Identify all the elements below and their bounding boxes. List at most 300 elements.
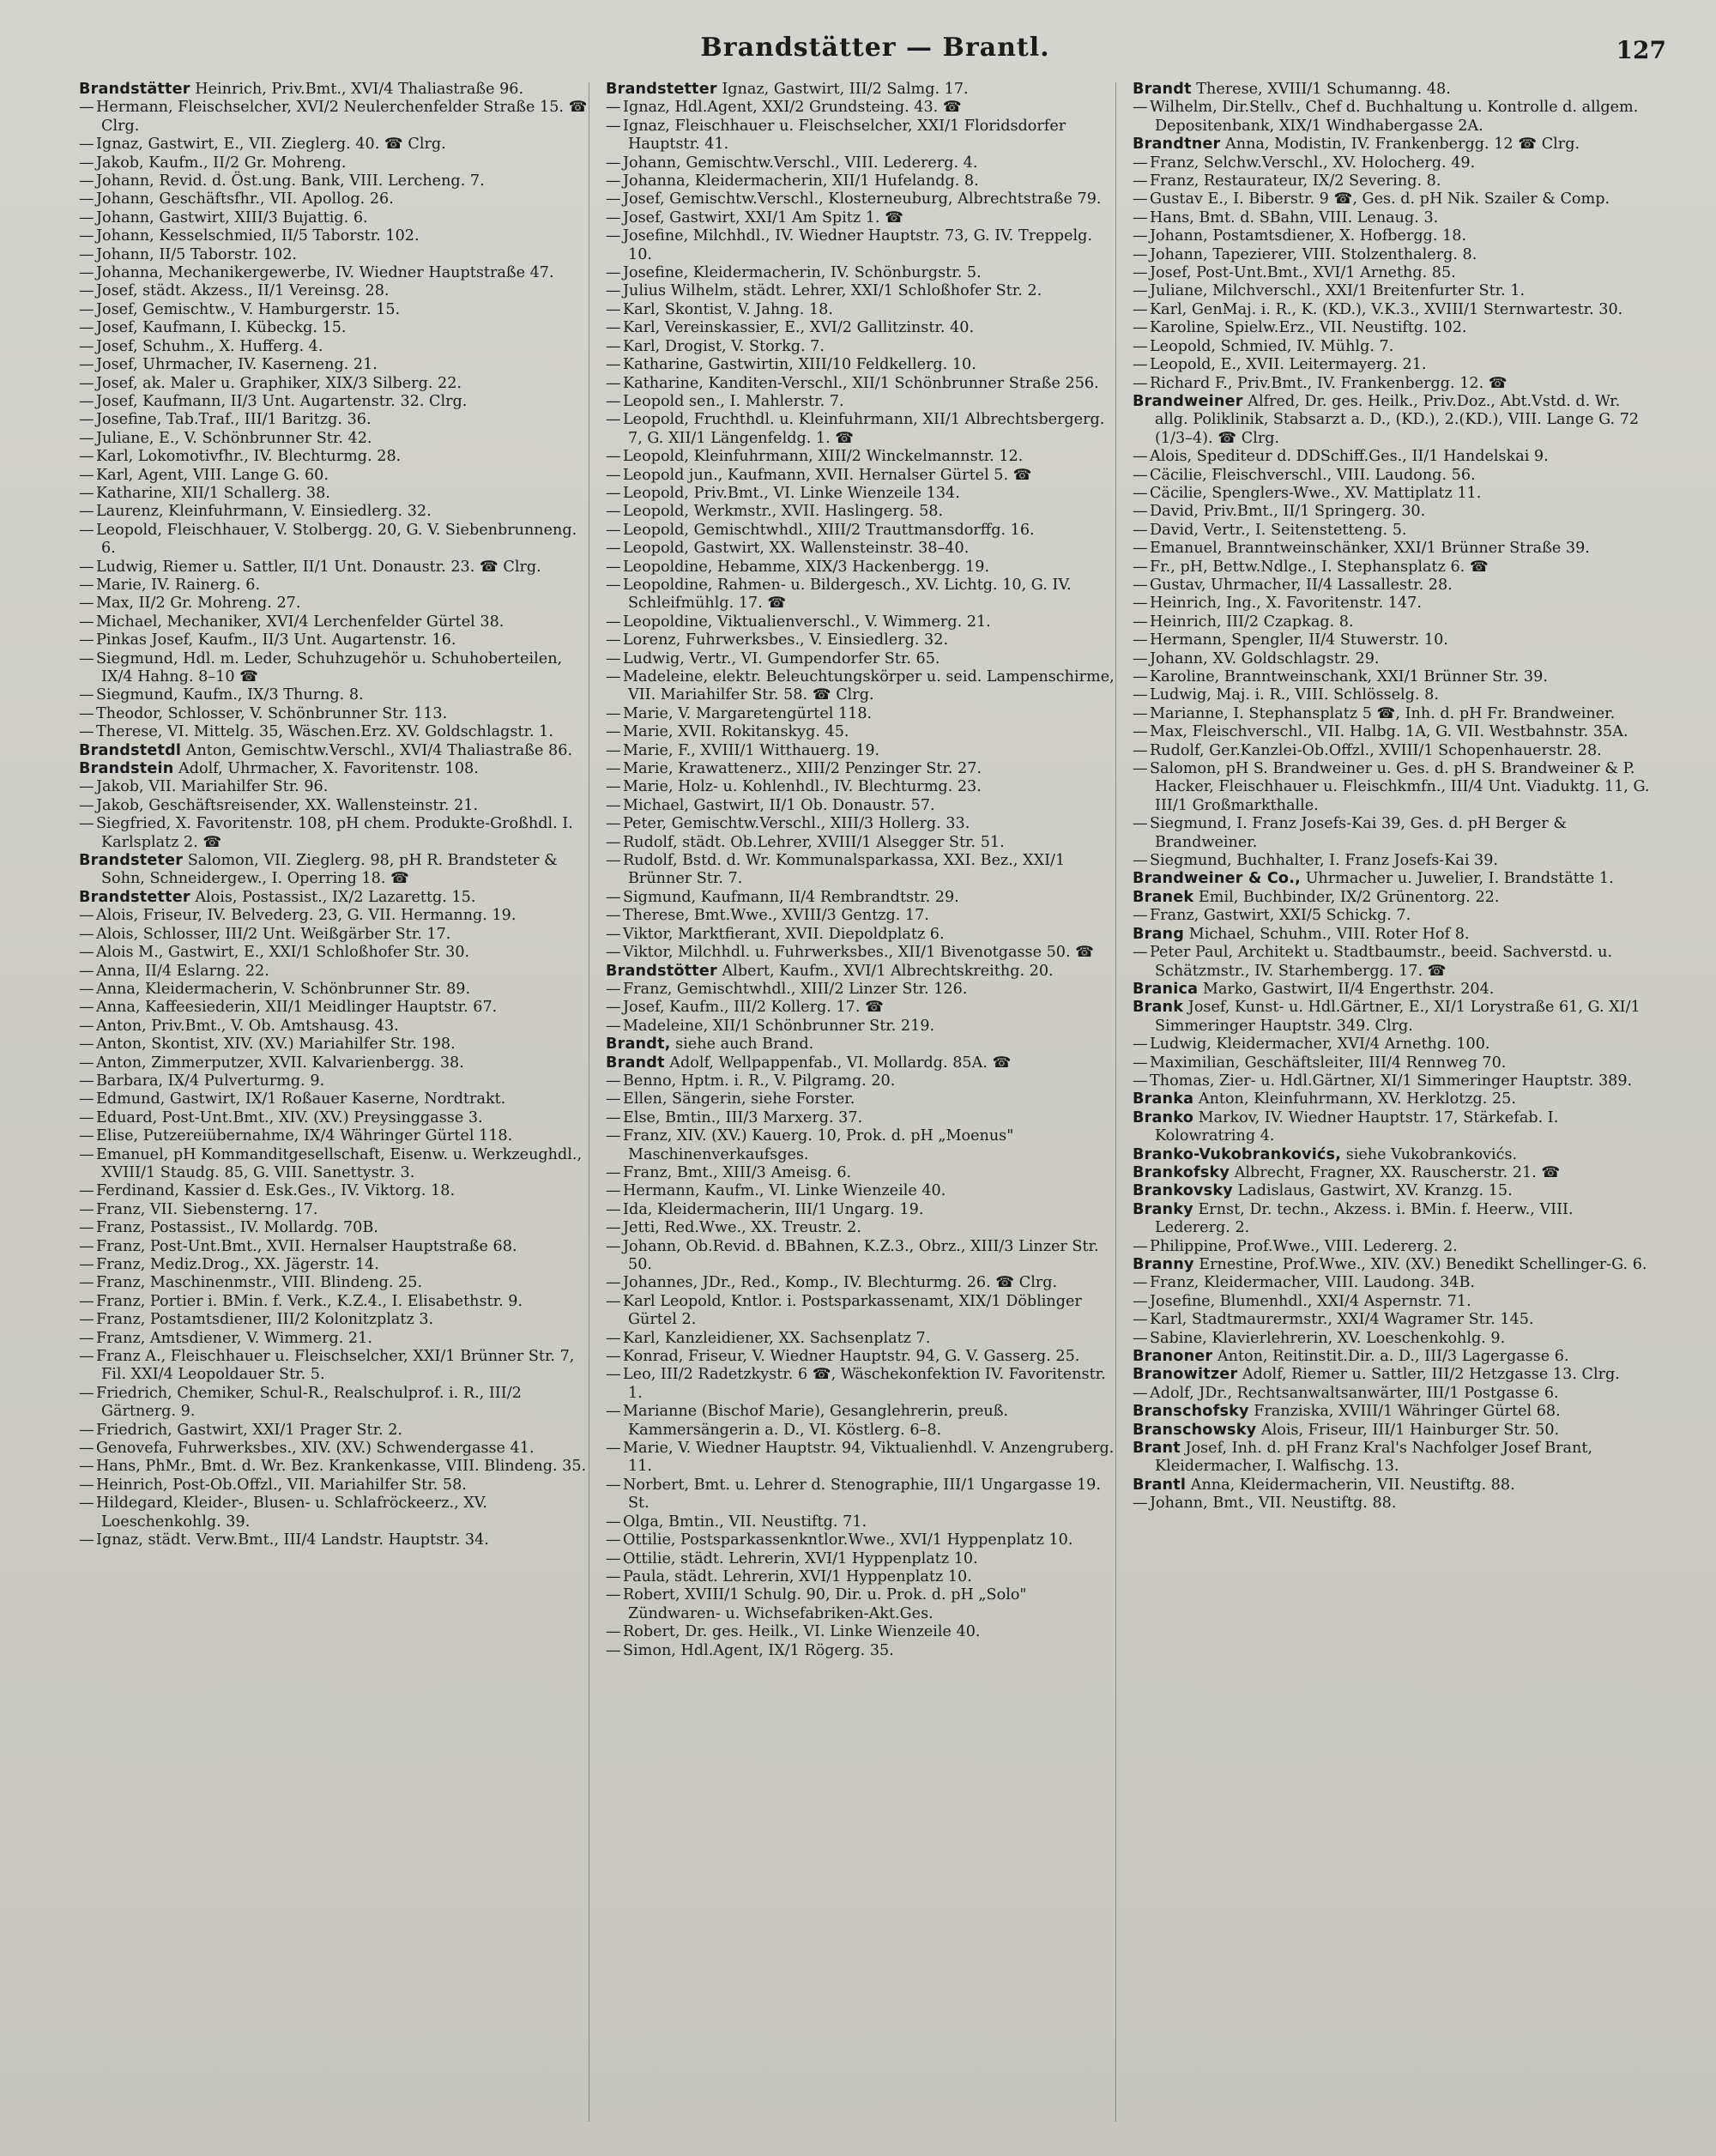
directory-entry xyxy=(1133,650,1653,668)
entry-text: Franz, Post-Unt.Bmt., XVII. Hernalser Hauptstraße 68. xyxy=(96,1237,517,1255)
entry-text: Heinrich, Post-Ob.Offzl., VII. Mariahilfer Str. 58. xyxy=(96,1476,467,1494)
directory-entry xyxy=(1133,1311,1653,1329)
entry-text: Marianne, I. Stephansplatz 5 ☎, Inh. d. pH Fr. Brandweiner. xyxy=(1150,704,1616,722)
directory-entry xyxy=(606,778,1121,796)
continuation-dash: — xyxy=(606,1072,621,1090)
directory-entry xyxy=(606,448,1121,466)
directory-entry xyxy=(606,1201,1121,1219)
entry-text: David, Priv.Bmt., II/1 Springerg. 30. xyxy=(1150,503,1426,521)
directory-entry xyxy=(606,1550,1121,1568)
continuation-dash: — xyxy=(79,815,94,833)
directory-entry xyxy=(79,1458,594,1476)
continuation-dash: — xyxy=(606,172,621,190)
directory-entry xyxy=(79,1440,594,1458)
entry-text: Alois, Postassist., IX/2 Lazarettg. 15. xyxy=(195,888,476,906)
continuation-dash: — xyxy=(1133,208,1148,226)
directory-columns xyxy=(79,81,1671,1660)
directory-entry xyxy=(79,723,594,741)
entry-surname: Brandtner xyxy=(1133,136,1221,154)
entry-text: Leopold, E., XVII. Leitermayerg. 21. xyxy=(1150,356,1427,374)
directory-entry xyxy=(79,1090,594,1108)
directory-entry xyxy=(606,1568,1121,1586)
directory-entry xyxy=(606,1477,1121,1513)
directory-entry xyxy=(79,1422,594,1440)
continuation-dash: — xyxy=(79,448,94,466)
directory-entry xyxy=(1133,264,1653,282)
entry-text: Therese, XVIII/1 Schumanng. 48. xyxy=(1196,81,1451,98)
continuation-dash: — xyxy=(606,1237,621,1255)
directory-entry xyxy=(79,154,594,172)
directory-entry xyxy=(79,1201,594,1219)
entry-text: Norbert, Bmt. u. Lehrer d. Stenographie, III/1 Ungargasse 19. St. xyxy=(623,1476,1101,1513)
entry-text: Leopold, Fleischhauer, V. Stolbergg. 20, G. V. Siebenbrunneng. 6. xyxy=(96,521,577,558)
entry-text: Ludwig, Kleidermacher, XVI/4 Arnethg. 100. xyxy=(1150,1036,1490,1054)
entry-text: Barbara, IX/4 Pulverturmg. 9. xyxy=(96,1072,325,1090)
entry-text: Hermann, Fleischselcher, XVI/2 Neulerchenfelder Straße 15. ☎ Clrg. xyxy=(96,99,588,135)
directory-entry xyxy=(79,246,594,264)
entry-text: Thomas, Zier- u. Hdl.Gärtner, XI/1 Simmeringer Hauptstr. 389. xyxy=(1150,1072,1633,1090)
entry-text: Anna, II/4 Eslarng. 22. xyxy=(96,962,269,980)
directory-entry xyxy=(1133,1477,1653,1495)
entry-text: Marie, Krawattenerz., XIII/2 Penzinger Str. 27. xyxy=(623,760,982,778)
entry-text: Theodor, Schlosser, V. Schönbrunner Str. 113. xyxy=(96,704,448,722)
entry-text: Leopold, Werkmstr., XVII. Haslingerg. 58. xyxy=(623,503,944,521)
continuation-dash: — xyxy=(1133,300,1148,318)
continuation-dash: — xyxy=(79,172,94,190)
directory-entry xyxy=(1133,282,1653,300)
directory-entry xyxy=(79,852,594,889)
directory-entry xyxy=(1133,723,1653,741)
directory-entry xyxy=(606,1274,1121,1292)
directory-entry xyxy=(79,595,594,613)
continuation-dash: — xyxy=(79,1200,94,1218)
entry-text: Franz, Gastwirt, XXI/5 Schickg. 7. xyxy=(1150,907,1411,925)
directory-entry xyxy=(79,430,594,448)
entry-text: Josefine, Kleidermacherin, IV. Schönburgstr. 5. xyxy=(623,264,982,282)
continuation-dash: — xyxy=(79,521,94,539)
entry-text: Wilhelm, Dir.Stellv., Chef d. Buchhaltung u. Kontrolle d. allgem. Depositenbank, XIX/1 Windhabergasse 2A. xyxy=(1150,99,1639,135)
directory-entry xyxy=(606,1623,1121,1641)
directory-entry xyxy=(79,1311,594,1329)
entry-text: Ernestine, Prof.Wwe., XIV. (XV.) Benedikt Schellinger-G. 6. xyxy=(1199,1256,1647,1273)
continuation-dash: — xyxy=(79,1108,94,1126)
directory-entry xyxy=(606,852,1121,889)
continuation-dash: — xyxy=(79,1256,94,1273)
directory-entry xyxy=(606,760,1121,778)
entry-text: Pinkas Josef, Kaufm., II/3 Unt. Augartenstr. 16. xyxy=(96,631,456,649)
directory-entry xyxy=(79,301,594,319)
entry-text: Marko, Gastwirt, II/4 Engerthstr. 204. xyxy=(1202,980,1495,998)
directory-entry xyxy=(1133,81,1653,99)
entry-text: Franz, Portier i. BMin. f. Verk., K.Z.4., I. Elisabethstr. 9. xyxy=(96,1292,523,1310)
continuation-dash: — xyxy=(606,154,621,172)
continuation-dash: — xyxy=(606,282,621,300)
directory-entry xyxy=(79,963,594,981)
entry-text: Ignaz, Gastwirt, E., VII. Zieglerg. 40. ☎ Clrg. xyxy=(96,136,446,154)
entry-text: Michael, Mechaniker, XVI/4 Lerchenfelder Gürtel 38. xyxy=(96,613,505,631)
directory-entry xyxy=(606,1403,1121,1440)
continuation-dash: — xyxy=(606,833,621,851)
directory-entry xyxy=(1133,154,1653,172)
running-title: Brandstätter — Brantl. xyxy=(700,33,1050,63)
directory-entry xyxy=(79,356,594,374)
entry-text: Ignaz, Fleischhauer u. Fleischselcher, XXI/1 Floridsdorfer Hauptstr. 41. xyxy=(623,117,1066,154)
entry-surname: Brandstätter xyxy=(79,81,190,98)
directory-entry xyxy=(79,742,594,760)
continuation-dash: — xyxy=(606,1476,621,1494)
directory-entry xyxy=(79,1146,594,1183)
column-rule xyxy=(1115,82,1116,2122)
directory-entry xyxy=(79,227,594,245)
continuation-dash: — xyxy=(606,503,621,521)
continuation-dash: — xyxy=(79,1440,94,1458)
entry-text: Marie, Holz- u. Kohlenhdl., IV. Blechturmg. 23. xyxy=(623,778,982,796)
continuation-dash: — xyxy=(79,796,94,814)
continuation-dash: — xyxy=(79,576,94,594)
entry-text: Anna, Modistin, IV. Frankenbergg. 12 ☎ Clrg. xyxy=(1225,136,1580,154)
entry-text: Johann, Tapezierer, VIII. Stolzenthalerg. 8. xyxy=(1150,245,1477,263)
entry-text: Franz, XIV. (XV.) Kauerg. 10, Prok. d. pH „Moenus" Maschinenverkaufsges. xyxy=(623,1127,1014,1163)
entry-surname: Brandstein xyxy=(79,760,174,778)
directory-entry xyxy=(606,834,1121,852)
entry-surname: Branoner xyxy=(1133,1348,1213,1366)
entry-text: Leopoldine, Rahmen- u. Bildergesch., XV. Lichtg. 10, G. IV. Schleifmühlg. 17. ☎ xyxy=(623,576,1072,613)
entry-text: Friedrich, Gastwirt, XXI/1 Prager Str. 2. xyxy=(96,1421,403,1439)
continuation-dash: — xyxy=(79,1384,94,1402)
continuation-dash: — xyxy=(606,1292,621,1310)
directory-entry xyxy=(1133,1201,1653,1238)
directory-entry xyxy=(606,1182,1121,1200)
continuation-dash: — xyxy=(1133,264,1148,282)
entry-text: Johann, Geschäftsfhr., VII. Apollog. 26. xyxy=(96,190,394,208)
continuation-dash: — xyxy=(606,649,621,667)
entry-text: Josef, Post-Unt.Bmt., XVI/1 Arnethg. 85. xyxy=(1150,264,1456,282)
continuation-dash: — xyxy=(606,1108,621,1126)
continuation-dash: — xyxy=(606,264,621,282)
entry-text: siehe Vukobrankovićs. xyxy=(1345,1145,1518,1163)
continuation-dash: — xyxy=(606,1090,621,1108)
directory-entry xyxy=(1133,522,1653,540)
continuation-dash: — xyxy=(606,576,621,594)
directory-entry xyxy=(79,136,594,154)
entry-text: Ludwig, Riemer u. Sattler, II/1 Unt. Donaustr. 23. ☎ Clrg. xyxy=(96,558,541,576)
continuation-dash: — xyxy=(1133,815,1148,833)
continuation-dash: — xyxy=(606,1586,621,1604)
entry-text: Franz, Kleidermacher, VIII. Laudong. 34B. xyxy=(1150,1274,1476,1292)
directory-entry xyxy=(1133,1109,1653,1146)
entry-text: Leopold, Kleinfuhrmann, XIII/2 Winckelmannstr. 12. xyxy=(623,448,1024,466)
entry-text: Benno, Hptm. i. R., V. Pilgramg. 20. xyxy=(623,1072,896,1090)
continuation-dash: — xyxy=(1133,319,1148,337)
entry-text: Alois, Friseur, III/1 Hainburger Str. 50. xyxy=(1260,1421,1560,1439)
entry-text: Franz, Maschinenmstr., VIII. Blindeng. 25. xyxy=(96,1274,423,1292)
entry-surname: Brantl xyxy=(1133,1476,1187,1494)
directory-entry xyxy=(79,1127,594,1145)
entry-text: Adolf, Wellpappenfab., VI. Mollardg. 85A. ☎ xyxy=(669,1054,1012,1072)
entry-surname: Branschofsky xyxy=(1133,1403,1249,1421)
entry-text: Jakob, Kaufm., II/2 Gr. Mohreng. xyxy=(96,154,347,172)
directory-entry xyxy=(606,1366,1121,1403)
entry-text: Franz, Restaurateur, IX/2 Severing. 8. xyxy=(1150,172,1441,190)
entry-text: Ottilie, Postsparkassenkntlor.Wwe., XVI/1 Hyppenplatz 10. xyxy=(623,1531,1073,1549)
continuation-dash: — xyxy=(1133,558,1148,576)
entry-text: Marie, V. Wiedner Hauptstr. 94, Viktualienhdl. V. Anzengruberg. 11. xyxy=(623,1440,1115,1476)
directory-entry xyxy=(606,1018,1121,1036)
continuation-dash: — xyxy=(79,245,94,263)
continuation-dash: — xyxy=(1133,227,1148,245)
directory-entry xyxy=(1133,559,1653,577)
continuation-dash: — xyxy=(79,392,94,410)
entry-text: Michael, Gastwirt, II/1 Ob. Donaustr. 57. xyxy=(623,796,935,814)
directory-entry xyxy=(606,963,1121,981)
entry-surname: Branica xyxy=(1133,980,1199,998)
continuation-dash: — xyxy=(606,1219,621,1237)
directory-entry xyxy=(79,705,594,723)
directory-entry xyxy=(79,577,594,595)
directory-entry xyxy=(79,1219,594,1237)
directory-entry xyxy=(79,375,594,393)
continuation-dash: — xyxy=(79,649,94,667)
directory-entry xyxy=(79,1495,594,1531)
directory-entry xyxy=(606,118,1121,154)
entry-text: Karl, Agent, VIII. Lange G. 60. xyxy=(96,466,329,484)
directory-entry xyxy=(1133,1036,1653,1054)
entry-text: Karl, Kanzleidiener, XX. Sachsenplatz 7. xyxy=(623,1329,931,1347)
entry-surname: Brankofsky xyxy=(1133,1163,1230,1181)
continuation-dash: — xyxy=(606,1513,621,1531)
continuation-dash: — xyxy=(79,411,94,429)
continuation-dash: — xyxy=(79,1145,94,1163)
directory-entry xyxy=(1133,1330,1653,1348)
continuation-dash: — xyxy=(1133,172,1148,190)
directory-entry xyxy=(79,1531,594,1549)
continuation-dash: — xyxy=(606,888,621,906)
entry-text: Johannes, JDr., Red., Komp., IV. Blechturmg. 26. ☎ Clrg. xyxy=(623,1274,1058,1292)
entry-text: Josefine, Milchhdl., IV. Wiedner Hauptstr. 73, G. IV. Treppelg. 10. xyxy=(623,227,1092,263)
continuation-dash: — xyxy=(606,99,621,117)
continuation-dash: — xyxy=(79,944,94,962)
continuation-dash: — xyxy=(79,1127,94,1145)
entry-text: Josefine, Tab.Traf., III/1 Baritzg. 36. xyxy=(96,411,372,429)
entry-text: Josef, Kunst- u. Hdl.Gärtner, E., XI/1 Lorystraße 61, G. XI/1 Simmeringer Hauptstr. 349. Clrg. xyxy=(1155,999,1640,1035)
entry-text: Ignaz, Hdl.Agent, XXI/2 Grundsteing. 43. ☎ xyxy=(623,99,962,117)
directory-entry xyxy=(1133,595,1653,613)
directory-entry xyxy=(606,190,1121,208)
directory-entry xyxy=(606,1036,1121,1054)
directory-entry xyxy=(1133,1495,1653,1513)
entry-text: Hermann, Spengler, II/4 Stuwerstr. 10. xyxy=(1150,631,1448,649)
entry-text: Friedrich, Chemiker, Schul-R., Realschulprof. i. R., III/2 Gärtnerg. 9. xyxy=(96,1384,522,1421)
directory-entry xyxy=(606,393,1121,411)
directory-entry xyxy=(79,1477,594,1495)
entry-text: Franz, Bmt., XIII/3 Ameisg. 6. xyxy=(623,1163,852,1181)
continuation-dash: — xyxy=(1133,484,1148,502)
directory-entry xyxy=(606,503,1121,521)
continuation-dash: — xyxy=(1133,503,1148,521)
entry-text: Josef, Gemischtw.Verschl., Klosterneuburg, Albrechtstraße 79. xyxy=(623,190,1102,208)
continuation-dash: — xyxy=(1133,1072,1148,1090)
entry-text: Anton, Skontist, XIV. (XV.) Mariahilfer Str. 198. xyxy=(96,1036,456,1054)
directory-entry xyxy=(606,577,1121,613)
directory-entry xyxy=(1133,852,1653,870)
continuation-dash: — xyxy=(606,852,621,870)
directory-entry xyxy=(606,1072,1121,1090)
directory-entry xyxy=(79,1182,594,1200)
continuation-dash: — xyxy=(1133,540,1148,558)
continuation-dash: — xyxy=(79,980,94,998)
continuation-dash: — xyxy=(79,631,94,649)
continuation-dash: — xyxy=(606,778,621,796)
entry-text: Ignaz, städt. Verw.Bmt., III/4 Landstr. Hauptstr. 34. xyxy=(96,1531,489,1549)
directory-entry xyxy=(1133,981,1653,999)
directory-entry xyxy=(606,1586,1121,1623)
entry-text: Josef, Kaufm., III/2 Kollerg. 17. ☎ xyxy=(623,999,884,1017)
directory-entry xyxy=(606,668,1121,705)
entry-text: Siegmund, Hdl. m. Leder, Schuhzugehör u. Schuhoberteilen, IX/4 Hahng. 8–10 ☎ xyxy=(96,649,563,685)
entry-text: Anna, Kleidermacherin, VII. Neustiftg. 88. xyxy=(1190,1476,1515,1494)
entry-text: Adolf, Riemer u. Sattler, III/2 Hetzgasse 13. Clrg. xyxy=(1242,1366,1620,1384)
continuation-dash: — xyxy=(79,723,94,741)
entry-text: Marie, V. Margaretengürtel 118. xyxy=(623,704,873,722)
entry-text: Max, II/2 Gr. Mohreng. 27. xyxy=(96,595,301,613)
entry-text: Josef, Inh. d. pH Franz Kral's Nachfolger Josef Brant, Kleidermacher, I. Walfischg. 13. xyxy=(1155,1440,1593,1476)
entry-text: Markov, IV. Wiedner Hauptstr. 17, Stärkefab. I. Kolowratring 4. xyxy=(1155,1108,1559,1145)
entry-text: Katharine, Kanditen-Verschl., XII/1 Schönbrunner Straße 256. xyxy=(623,374,1099,392)
entry-surname: Branny xyxy=(1133,1256,1194,1273)
continuation-dash: — xyxy=(79,1017,94,1035)
entry-text: Viktor, Marktfierant, XVII. Diepoldplatz 6. xyxy=(623,925,945,943)
directory-entry xyxy=(1133,467,1653,485)
directory-entry xyxy=(79,1018,594,1036)
continuation-dash: — xyxy=(79,1348,94,1366)
continuation-dash: — xyxy=(1133,613,1148,631)
continuation-dash: — xyxy=(606,1163,621,1181)
entry-text: Peter, Gemischtw.Verschl., XIII/3 Hollerg. 33. xyxy=(623,815,970,833)
directory-entry xyxy=(79,926,594,944)
directory-entry xyxy=(606,907,1121,925)
directory-entry xyxy=(79,1256,594,1274)
directory-entry xyxy=(1133,1182,1653,1200)
entry-text: Karoline, Spielw.Erz., VII. Neustiftg. 102. xyxy=(1150,319,1467,337)
continuation-dash: — xyxy=(1133,1274,1148,1292)
directory-entry xyxy=(606,467,1121,485)
entry-text: Marie, F., XVIII/1 Witthauerg. 19. xyxy=(623,741,880,759)
directory-entry xyxy=(79,889,594,907)
entry-text: Anton, Gemischtw.Verschl., XVI/4 Thaliastraße 86. xyxy=(185,741,573,759)
directory-entry xyxy=(1133,485,1653,503)
entry-text: Olga, Bmtin., VII. Neustiftg. 71. xyxy=(623,1513,867,1531)
directory-entry xyxy=(79,1348,594,1385)
continuation-dash: — xyxy=(79,264,94,282)
entry-surname: Branka xyxy=(1133,1090,1194,1108)
directory-entry xyxy=(1133,99,1653,136)
continuation-dash: — xyxy=(606,999,621,1017)
entry-surname: Brankovsky xyxy=(1133,1182,1233,1200)
continuation-dash: — xyxy=(1133,649,1148,667)
entry-text: Franziska, XVIII/1 Währinger Gürtel 68. xyxy=(1254,1403,1561,1421)
continuation-dash: — xyxy=(606,1329,621,1347)
continuation-dash: — xyxy=(606,521,621,539)
continuation-dash: — xyxy=(606,337,621,355)
continuation-dash: — xyxy=(606,741,621,759)
entry-text: Hildegard, Kleider-, Blusen- u. Schlafröckeerz., XV. Loeschenkohlg. 39. xyxy=(96,1495,488,1531)
directory-entry xyxy=(79,81,594,99)
entry-text: Leopold, Fruchthdl. u. Kleinfuhrmann, XII/1 Albrechtsbergerg. 7, G. XII/1 Längenfeldg. 1. ☎ xyxy=(623,411,1105,447)
directory-entry xyxy=(606,264,1121,282)
continuation-dash: — xyxy=(79,1274,94,1292)
directory-entry xyxy=(1133,613,1653,631)
directory-entry xyxy=(79,1274,594,1292)
continuation-dash: — xyxy=(606,411,621,429)
directory-entry xyxy=(1133,1385,1653,1403)
continuation-dash: — xyxy=(606,117,621,135)
directory-entry xyxy=(79,1238,594,1256)
directory-entry xyxy=(1133,1256,1653,1274)
entry-text: Hans, Bmt. d. SBahn, VIII. Lenaug. 3. xyxy=(1150,208,1439,226)
directory-entry xyxy=(1133,1090,1653,1108)
continuation-dash: — xyxy=(1133,686,1148,704)
continuation-dash: — xyxy=(606,1623,621,1641)
entry-text: Leopoldine, Viktualienverschl., V. Wimmerg. 21. xyxy=(623,613,991,631)
entry-surname: Brandweiner & Co., xyxy=(1133,870,1301,888)
entry-text: Leopold jun., Kaufmann, XVII. Hernalser Gürtel 5. ☎ xyxy=(623,466,1032,484)
continuation-dash: — xyxy=(606,356,621,374)
directory-entry xyxy=(606,282,1121,300)
directory-entry xyxy=(606,926,1121,944)
continuation-dash: — xyxy=(79,503,94,521)
continuation-dash: — xyxy=(606,760,621,778)
continuation-dash: — xyxy=(606,723,621,741)
directory-entry xyxy=(79,999,594,1017)
entry-surname: Brandstetter xyxy=(79,888,190,906)
directory-entry xyxy=(606,522,1121,540)
directory-entry xyxy=(606,613,1121,631)
continuation-dash: — xyxy=(79,613,94,631)
page-header xyxy=(79,33,1671,70)
entry-text: Ignaz, Gastwirt, III/2 Salmg. 17. xyxy=(722,81,969,98)
entry-surname: Brank xyxy=(1133,999,1184,1017)
entry-text: Adolf, JDr., Rechtsanwaltsanwärter, III/1 Postgasse 6. xyxy=(1150,1384,1559,1402)
entry-text: Madeleine, XII/1 Schönbrunner Str. 219. xyxy=(623,1017,935,1035)
continuation-dash: — xyxy=(606,558,621,576)
continuation-dash: — xyxy=(79,484,94,502)
entry-text: Ernst, Dr. techn., Akzess. i. BMin. f. Heerw., VIII. Ledererg. 2. xyxy=(1155,1200,1574,1237)
directory-entry xyxy=(79,778,594,796)
entry-surname: Branschowsky xyxy=(1133,1421,1257,1439)
continuation-dash: — xyxy=(606,227,621,245)
directory-entry xyxy=(1133,136,1653,154)
directory-entry xyxy=(1133,1403,1653,1421)
entry-text: Ottilie, städt. Lehrerin, XVI/1 Hyppenplatz 10. xyxy=(623,1549,978,1567)
continuation-dash: — xyxy=(79,1476,94,1494)
entry-text: Sabine, Klavierlehrerin, XV. Loeschenkohlg. 9. xyxy=(1150,1329,1506,1347)
entry-text: Ida, Kleidermacherin, III/1 Ungarg. 19. xyxy=(623,1200,924,1218)
entry-text: Emanuel, Branntweinschänker, XXI/1 Brünner Straße 39. xyxy=(1150,540,1590,558)
entry-text: Siegmund, Buchhalter, I. Franz Josefs-Kai 39. xyxy=(1150,852,1499,870)
continuation-dash: — xyxy=(79,1090,94,1108)
directory-entry xyxy=(79,815,594,852)
directory-entry xyxy=(1133,448,1653,466)
entry-text: Maximilian, Geschäftsleiter, III/4 Rennweg 70. xyxy=(1150,1054,1507,1072)
entry-text: Josef, Uhrmacher, IV. Kaserneng. 21. xyxy=(96,356,378,374)
continuation-dash: — xyxy=(1133,760,1148,778)
directory-entry xyxy=(1133,190,1653,208)
entry-surname: Branko-Vukobrankovićs, xyxy=(1133,1145,1342,1163)
entry-text: Josef, Kaufmann, II/3 Unt. Augartenstr. 32. Clrg. xyxy=(96,392,468,410)
directory-entry xyxy=(79,99,594,136)
entry-text: Laurenz, Kleinfuhrmann, V. Einsiedlerg. 32. xyxy=(96,503,432,521)
entry-text: Alois M., Gastwirt, E., XXI/1 Schloßhofer Str. 30. xyxy=(96,944,470,962)
